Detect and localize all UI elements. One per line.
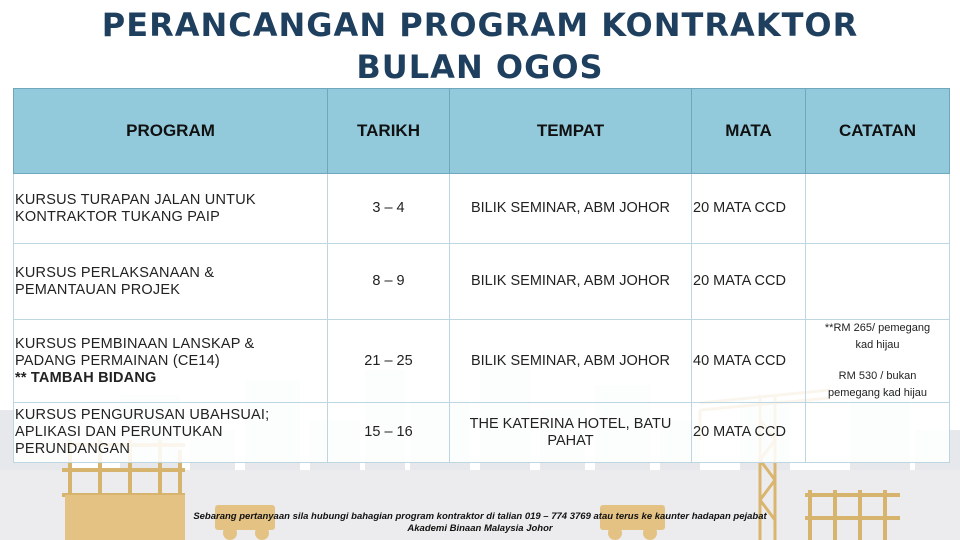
header-tarikh: TARIKH <box>328 89 450 174</box>
program-line: PADANG PERMAINAN (CE14) <box>15 352 220 369</box>
title-line-1: PERANCANGAN PROGRAM KONTRAKTOR <box>101 6 859 44</box>
table-row <box>14 320 950 403</box>
title-line-2: BULAN OGOS <box>356 48 604 86</box>
program-line: KURSUS PERLAKSANAAN & <box>15 264 215 281</box>
table-header-row <box>14 89 950 174</box>
program-line: KONTRAKTOR TUKANG PAIP <box>15 208 221 225</box>
program-extra-note: ** TAMBAH BIDANG <box>15 369 157 386</box>
program-line: PERUNDANGAN <box>15 441 130 457</box>
program-line: KURSUS TURAPAN JALAN UNTUK <box>15 191 256 208</box>
mata-cell: 40 MATA CCD <box>692 320 806 403</box>
catatan-spacer <box>807 354 948 368</box>
header-program: PROGRAM <box>14 89 328 174</box>
catatan-line: **RM 265/ pemegang <box>824 322 931 334</box>
table-row <box>14 174 950 244</box>
tempat-cell <box>450 403 692 463</box>
mata-cell: 20 MATA CCD <box>692 174 806 244</box>
program-line: KURSUS PEMBINAAN LANSKAP & <box>15 335 255 352</box>
program-schedule-table <box>13 88 950 463</box>
catatan-line: kad hijau <box>855 339 900 351</box>
tempat-cell: BILIK SEMINAR, ABM JOHOR <box>450 244 692 320</box>
tarikh-cell: 21 – 25 <box>328 320 450 403</box>
program-line: APLIKASI DAN PERUNTUKAN <box>15 424 223 440</box>
tempat-cell: BILIK SEMINAR, ABM JOHOR <box>450 174 692 244</box>
program-cell <box>14 320 328 403</box>
header-mata: MATA <box>692 89 806 174</box>
catatan-line: RM 530 / bukan <box>838 370 917 382</box>
catatan-cell <box>806 403 950 463</box>
footer-line-1: Sebarang pertanyaan sila hubungi bahagian program kontraktor di talian 019 – 774 3769 atau terus ke kaunter hadapan pejabat <box>193 511 767 522</box>
program-cell <box>14 403 328 463</box>
tempat-cell: BILIK SEMINAR, ABM JOHOR <box>450 320 692 403</box>
mata-cell: 20 MATA CCD <box>692 403 806 463</box>
tempat-line: THE KATERINA HOTEL, BATU <box>469 415 672 432</box>
catatan-cell <box>806 320 950 403</box>
header-catatan: CATATAN <box>806 89 950 174</box>
footer-line-2: Akademi Binaan Malaysia Johor <box>407 523 553 534</box>
tempat-line: PAHAT <box>547 432 594 449</box>
tarikh-cell: 3 – 4 <box>328 174 450 244</box>
program-cell <box>14 174 328 244</box>
catatan-cell <box>806 174 950 244</box>
tarikh-cell: 15 – 16 <box>328 403 450 463</box>
catatan-cell <box>806 244 950 320</box>
program-cell <box>14 244 328 320</box>
program-line: KURSUS PENGURUSAN UBAHSUAI; <box>15 407 270 423</box>
contact-footer-note <box>0 511 960 535</box>
table-row <box>14 403 950 463</box>
header-tempat: TEMPAT <box>450 89 692 174</box>
tarikh-cell: 8 – 9 <box>328 244 450 320</box>
page-title <box>0 4 960 88</box>
program-line: PEMANTAUAN PROJEK <box>15 281 181 298</box>
catatan-line: pemegang kad hijau <box>827 387 928 399</box>
table-row <box>14 244 950 320</box>
mata-cell: 20 MATA CCD <box>692 244 806 320</box>
